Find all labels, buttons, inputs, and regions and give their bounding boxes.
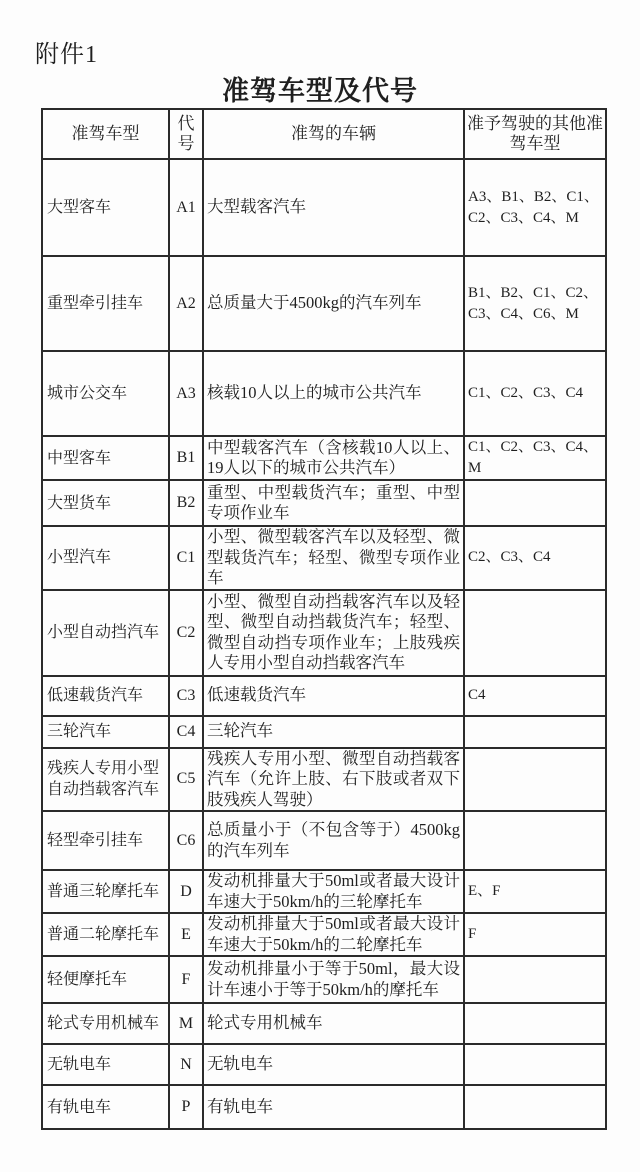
- cell-permitted-vehicles: 总质量小于（不包含等于）4500kg的汽车列车: [203, 811, 464, 870]
- table-row: [42, 351, 606, 436]
- cell-other-permitted-types: B1、B2、C1、C2、C3、C4、C6、M: [464, 256, 606, 351]
- cell-vehicle-type: 普通三轮摩托车: [42, 870, 169, 913]
- cell-other-permitted-types: [464, 480, 606, 526]
- cell-vehicle-type: 无轨电车: [42, 1044, 169, 1085]
- table-row: [42, 159, 606, 256]
- cell-other-permitted-types: F: [464, 913, 606, 956]
- table-row: [42, 1044, 606, 1085]
- cell-code: C3: [169, 676, 203, 716]
- cell-vehicle-type: 中型客车: [42, 436, 169, 480]
- cell-code: A1: [169, 159, 203, 256]
- cell-other-permitted-types: C1、C2、C3、C4: [464, 351, 606, 436]
- table-row: [42, 1003, 606, 1044]
- cell-other-permitted-types: A3、B1、B2、C1、C2、C3、C4、M: [464, 159, 606, 256]
- table-row: [42, 913, 606, 956]
- cell-vehicle-type: 残疾人专用小型自动挡载客汽车: [42, 748, 169, 812]
- table-row: [42, 526, 606, 590]
- cell-other-permitted-types: C1、C2、C3、C4、M: [464, 436, 606, 480]
- cell-code: C5: [169, 748, 203, 812]
- table-row: [42, 590, 606, 676]
- cell-code: N: [169, 1044, 203, 1085]
- cell-vehicle-type: 有轨电车: [42, 1085, 169, 1129]
- cell-code: D: [169, 870, 203, 913]
- cell-vehicle-type: 大型货车: [42, 480, 169, 526]
- cell-permitted-vehicles: 中型载客汽车（含核载10人以上、19人以下的城市公共汽车）: [203, 436, 464, 480]
- document-title: 准驾车型及代号: [222, 76, 418, 106]
- table-row: [42, 956, 606, 1003]
- cell-code: P: [169, 1085, 203, 1129]
- cell-permitted-vehicles: 无轨电车: [203, 1044, 464, 1085]
- cell-code: C1: [169, 526, 203, 590]
- cell-other-permitted-types: [464, 748, 606, 812]
- cell-vehicle-type: 轻型牵引挂车: [42, 811, 169, 870]
- cell-code: B1: [169, 436, 203, 480]
- cell-vehicle-type: 轮式专用机械车: [42, 1003, 169, 1044]
- table-row: [42, 811, 606, 870]
- cell-permitted-vehicles: 三轮汽车: [203, 716, 464, 748]
- cell-permitted-vehicles: 残疾人专用小型、微型自动挡载客汽车（允许上肢、右下肢或者双下肢残疾人驾驶）: [203, 748, 464, 812]
- cell-code: B2: [169, 480, 203, 526]
- attachment-label: 附件1: [35, 42, 98, 68]
- table-row: [42, 716, 606, 748]
- cell-vehicle-type: 三轮汽车: [42, 716, 169, 748]
- cell-vehicle-type: 城市公交车: [42, 351, 169, 436]
- cell-permitted-vehicles: 大型载客汽车: [203, 159, 464, 256]
- column-header-other-permitted: 准予驾驶的其他准驾车型: [464, 109, 606, 159]
- table-row: [42, 256, 606, 351]
- column-header-vehicles: 准驾的车辆: [203, 109, 464, 159]
- table-body: [42, 159, 606, 1129]
- cell-other-permitted-types: E、F: [464, 870, 606, 913]
- cell-other-permitted-types: [464, 716, 606, 748]
- cell-code: C4: [169, 716, 203, 748]
- cell-code: F: [169, 956, 203, 1003]
- table-row: [42, 1085, 606, 1129]
- cell-permitted-vehicles: 低速载货汽车: [203, 676, 464, 716]
- cell-permitted-vehicles: 小型、微型载客汽车以及轻型、微型载货汽车；轻型、微型专项作业车: [203, 526, 464, 590]
- cell-permitted-vehicles: 发动机排量大于50ml或者最大设计车速大于50km/h的三轮摩托车: [203, 870, 464, 913]
- cell-vehicle-type: 小型自动挡汽车: [42, 590, 169, 676]
- cell-other-permitted-types: [464, 1085, 606, 1129]
- cell-code: E: [169, 913, 203, 956]
- cell-permitted-vehicles: 有轨电车: [203, 1085, 464, 1129]
- cell-other-permitted-types: C4: [464, 676, 606, 716]
- column-header-type: 准驾车型: [42, 109, 169, 159]
- cell-code: M: [169, 1003, 203, 1044]
- cell-permitted-vehicles: 核载10人以上的城市公共汽车: [203, 351, 464, 436]
- cell-code: C6: [169, 811, 203, 870]
- cell-other-permitted-types: C2、C3、C4: [464, 526, 606, 590]
- cell-permitted-vehicles: 发动机排量大于50ml或者最大设计车速大于50km/h的二轮摩托车: [203, 913, 464, 956]
- table-row: [42, 436, 606, 480]
- table-row: [42, 748, 606, 812]
- cell-permitted-vehicles: 发动机排量小于等于50ml，最大设计车速小于等于50km/h的摩托车: [203, 956, 464, 1003]
- cell-permitted-vehicles: 轮式专用机械车: [203, 1003, 464, 1044]
- cell-other-permitted-types: [464, 590, 606, 676]
- cell-permitted-vehicles: 总质量大于4500kg的汽车列车: [203, 256, 464, 351]
- table-row: [42, 676, 606, 716]
- cell-code: A2: [169, 256, 203, 351]
- cell-other-permitted-types: [464, 1003, 606, 1044]
- vehicle-codes-table: [41, 108, 607, 1130]
- cell-permitted-vehicles: 小型、微型自动挡载客汽车以及轻型、微型自动挡载货汽车；轻型、微型自动挡专项作业车；上肢残疾人专用小型自动挡载客汽车: [203, 590, 464, 676]
- cell-vehicle-type: 低速载货汽车: [42, 676, 169, 716]
- cell-vehicle-type: 轻便摩托车: [42, 956, 169, 1003]
- cell-other-permitted-types: [464, 956, 606, 1003]
- table-header-row: [42, 109, 606, 159]
- cell-permitted-vehicles: 重型、中型载货汽车；重型、中型专项作业车: [203, 480, 464, 526]
- column-header-code: 代号: [169, 109, 203, 159]
- cell-code: A3: [169, 351, 203, 436]
- cell-vehicle-type: 大型客车: [42, 159, 169, 256]
- cell-other-permitted-types: [464, 811, 606, 870]
- table-row: [42, 870, 606, 913]
- cell-vehicle-type: 小型汽车: [42, 526, 169, 590]
- cell-other-permitted-types: [464, 1044, 606, 1085]
- table-row: [42, 480, 606, 526]
- cell-code: C2: [169, 590, 203, 676]
- cell-vehicle-type: 重型牵引挂车: [42, 256, 169, 351]
- cell-vehicle-type: 普通二轮摩托车: [42, 913, 169, 956]
